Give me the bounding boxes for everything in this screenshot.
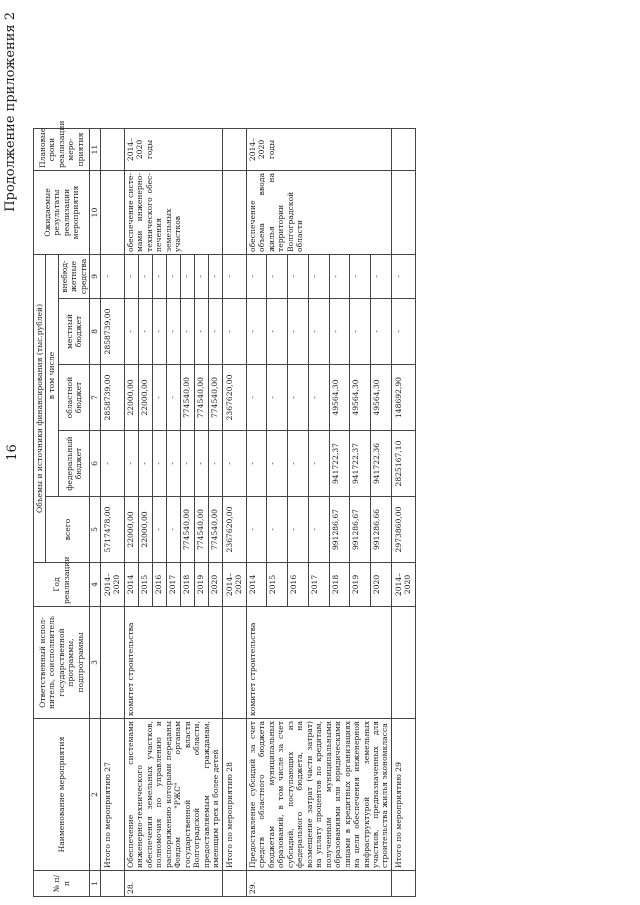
total-label: Итого по мероприятию 29 — [391, 719, 415, 871]
total-federal: 2825167,10 — [391, 431, 415, 497]
header-name: Наименование мероприятия — [34, 719, 90, 871]
amount-total: 774540,00 — [194, 497, 208, 563]
total-amount: 2973860,00 — [391, 497, 415, 563]
amount-federal: - — [166, 431, 180, 497]
amount-total: - — [152, 497, 166, 563]
year-cell: 2014 — [124, 563, 138, 607]
total-local: - — [222, 299, 246, 365]
col-number: 1 — [90, 871, 100, 897]
amount-total: - — [267, 497, 288, 563]
total-local: 2858739,00 — [100, 299, 124, 365]
amount-extra: - — [166, 255, 180, 299]
header-extra: внебюд- жетные средства — [58, 255, 89, 299]
year-cell: 2020 — [371, 563, 392, 607]
expected-results: обеспечение объема ввода жилья на территории Волгоградской области — [246, 171, 391, 255]
amount-total: 991286,66 — [371, 497, 392, 563]
amount-local: - — [267, 299, 288, 365]
col-number: 3 — [90, 607, 100, 719]
amount-local: - — [288, 299, 309, 365]
total-extra: - — [222, 255, 246, 299]
amount-federal: - — [208, 431, 222, 497]
item-name: Обеспечение системами инженерно-технического обеспечения земельных участков, полномочия по управлению и распоряжению которыми переданы Фондом "РЖС" органам государственной власти Волгоградской области, предоставляемым гражданам, имеющим трех и более детей — [124, 719, 222, 871]
planned-period: 2014–2020 годы — [124, 129, 222, 171]
header-total: всего — [46, 497, 90, 563]
amount-total: - — [308, 497, 329, 563]
header-incl: в том числе — [46, 255, 58, 497]
amount-total: 774540,00 — [180, 497, 194, 563]
year-cell: 2015 — [267, 563, 288, 607]
amount-federal: 941722,36 — [371, 431, 392, 497]
amount-total: - — [246, 497, 267, 563]
amount-extra: - — [152, 255, 166, 299]
amount-regional: - — [166, 365, 180, 431]
total-amount: 2367620,00 — [222, 497, 246, 563]
amount-federal: - — [194, 431, 208, 497]
year-cell: 2019 — [194, 563, 208, 607]
year-cell: 2016 — [152, 563, 166, 607]
amount-local: - — [138, 299, 152, 365]
amount-local: - — [180, 299, 194, 365]
col-number: 11 — [90, 129, 100, 171]
total-row-27 — [100, 17, 124, 897]
continuation-label: Продолжение приложения 2 — [3, 12, 18, 212]
amount-federal: - — [138, 431, 152, 497]
amount-local: - — [371, 299, 392, 365]
amount-regional: 774540,00 — [208, 365, 222, 431]
item-responsible: комитет строительства — [246, 607, 391, 719]
col-number: 4 — [90, 563, 100, 607]
amount-extra: - — [267, 255, 288, 299]
item-row-28 — [124, 17, 138, 897]
total-label: Итого по мероприятию 28 — [222, 719, 246, 871]
item-name: Предоставление субсидий за счет средств областного бюджета бюджетам муниципальных образований, в том числе за счет субсидий, поступающих из федерального бюджета, на возмещение затрат (части затрат) на уплату процентов по кредитам, полученным муниципальными образованиями или юридическими лицами в кредитных организациях на цели обеспечения инженерной инфраструктурой земельных участков, предназначенных для строительства жилья экономкласса — [246, 719, 391, 871]
amount-local: - — [166, 299, 180, 365]
amount-federal: - — [308, 431, 329, 497]
total-year: 2014–2020 — [391, 563, 415, 607]
amount-extra: - — [350, 255, 371, 299]
year-cell: 2019 — [350, 563, 371, 607]
year-cell: 2015 — [138, 563, 152, 607]
amount-local: - — [246, 299, 267, 365]
amount-federal: - — [152, 431, 166, 497]
amount-regional: - — [152, 365, 166, 431]
amount-total: 991286,67 — [350, 497, 371, 563]
col-number: 7 — [90, 365, 100, 431]
amount-regional: 774540,00 — [194, 365, 208, 431]
amount-regional: - — [288, 365, 309, 431]
amount-local: - — [194, 299, 208, 365]
amount-federal: - — [180, 431, 194, 497]
amount-total: 991286,67 — [329, 497, 350, 563]
year-cell: 2017 — [166, 563, 180, 607]
year-cell: 2016 — [288, 563, 309, 607]
year-cell: 2018 — [329, 563, 350, 607]
year-cell: 2020 — [208, 563, 222, 607]
amount-extra: - — [180, 255, 194, 299]
funding-table — [33, 17, 416, 898]
col-number: 6 — [90, 431, 100, 497]
amount-regional: - — [267, 365, 288, 431]
amount-regional: - — [246, 365, 267, 431]
header-federal: федеральный бюджет — [58, 431, 89, 497]
total-extra: - — [391, 255, 415, 299]
total-regional: 148692,90 — [391, 365, 415, 431]
amount-extra: - — [371, 255, 392, 299]
col-number-blank — [90, 17, 100, 129]
total-federal: - — [100, 431, 124, 497]
amount-regional: 774540,00 — [180, 365, 194, 431]
amount-extra: - — [138, 255, 152, 299]
col-number: 5 — [90, 497, 100, 563]
page-number: 16 — [5, 444, 20, 461]
total-local: - — [391, 299, 415, 365]
header-blank — [34, 17, 90, 129]
amount-local: - — [350, 299, 371, 365]
total-year: 2014–2020 — [100, 563, 124, 607]
total-extra: - — [100, 255, 124, 299]
col-number: 2 — [90, 719, 100, 871]
amount-federal: - — [124, 431, 138, 497]
amount-extra: - — [288, 255, 309, 299]
expected-results: обеспечение систе- мами инженерно- технического обес- печения земельных участков — [124, 171, 222, 255]
col-number: 10 — [90, 171, 100, 255]
header-period: Плановые сроки реализации меро- приятия — [34, 129, 90, 171]
amount-regional: 49564,30 — [371, 365, 392, 431]
total-row-28 — [222, 17, 246, 897]
header-responsible: Ответственный испол- нитель, соисполнитель государственной программы, подпрограммы — [34, 607, 90, 719]
col-number: 9 — [90, 255, 100, 299]
year-cell: 2018 — [180, 563, 194, 607]
amount-federal: - — [267, 431, 288, 497]
amount-total: - — [166, 497, 180, 563]
amount-total: 22000,00 — [124, 497, 138, 563]
amount-regional: 49564,30 — [329, 365, 350, 431]
amount-total: - — [288, 497, 309, 563]
year-cell: 2014 — [246, 563, 267, 607]
amount-federal: - — [288, 431, 309, 497]
amount-extra: - — [124, 255, 138, 299]
header-no: № п/п — [34, 871, 90, 897]
amount-federal: 941722,37 — [350, 431, 371, 497]
amount-regional: 22000,00 — [138, 365, 152, 431]
amount-local: - — [124, 299, 138, 365]
amount-regional: 22000,00 — [124, 365, 138, 431]
amount-total: 774540,00 — [208, 497, 222, 563]
item-row-29 — [246, 17, 267, 897]
header-funding: Объемы и источники финансирования (тыс.рублей) — [34, 255, 46, 563]
total-regional: 2858739,00 — [100, 365, 124, 431]
amount-extra: - — [194, 255, 208, 299]
amount-federal: 941722,37 — [329, 431, 350, 497]
amount-extra: - — [329, 255, 350, 299]
item-number: 28. — [124, 871, 222, 897]
amount-local: - — [208, 299, 222, 365]
total-row-29 — [391, 17, 415, 897]
header-regional: областной бюджет — [58, 365, 89, 431]
amount-extra: - — [208, 255, 222, 299]
amount-extra: - — [308, 255, 329, 299]
amount-regional: - — [308, 365, 329, 431]
column-numbers-row — [90, 17, 100, 897]
item-responsible: комитет строительства — [124, 607, 222, 719]
total-federal: - — [222, 431, 246, 497]
total-regional: 2367620,00 — [222, 365, 246, 431]
amount-extra: - — [246, 255, 267, 299]
amount-total: 22000,00 — [138, 497, 152, 563]
total-year: 2014–2020 — [222, 563, 246, 607]
amount-regional: 49564,30 — [350, 365, 371, 431]
header-year: Год реализации — [34, 563, 90, 607]
amount-local: - — [329, 299, 350, 365]
amount-local: - — [308, 299, 329, 365]
header-results: Ожидаемые результаты реализации мероприятия — [34, 171, 90, 255]
amount-local: - — [152, 299, 166, 365]
total-amount: 5717478,00 — [100, 497, 124, 563]
item-number: 29. — [246, 871, 391, 897]
amount-federal: - — [246, 431, 267, 497]
total-label: Итого по мероприятию 27 — [100, 719, 124, 871]
year-cell: 2017 — [308, 563, 329, 607]
col-number: 8 — [90, 299, 100, 365]
header-local: местный бюджет — [58, 299, 89, 365]
planned-period: 2014–2020 годы — [246, 129, 391, 171]
